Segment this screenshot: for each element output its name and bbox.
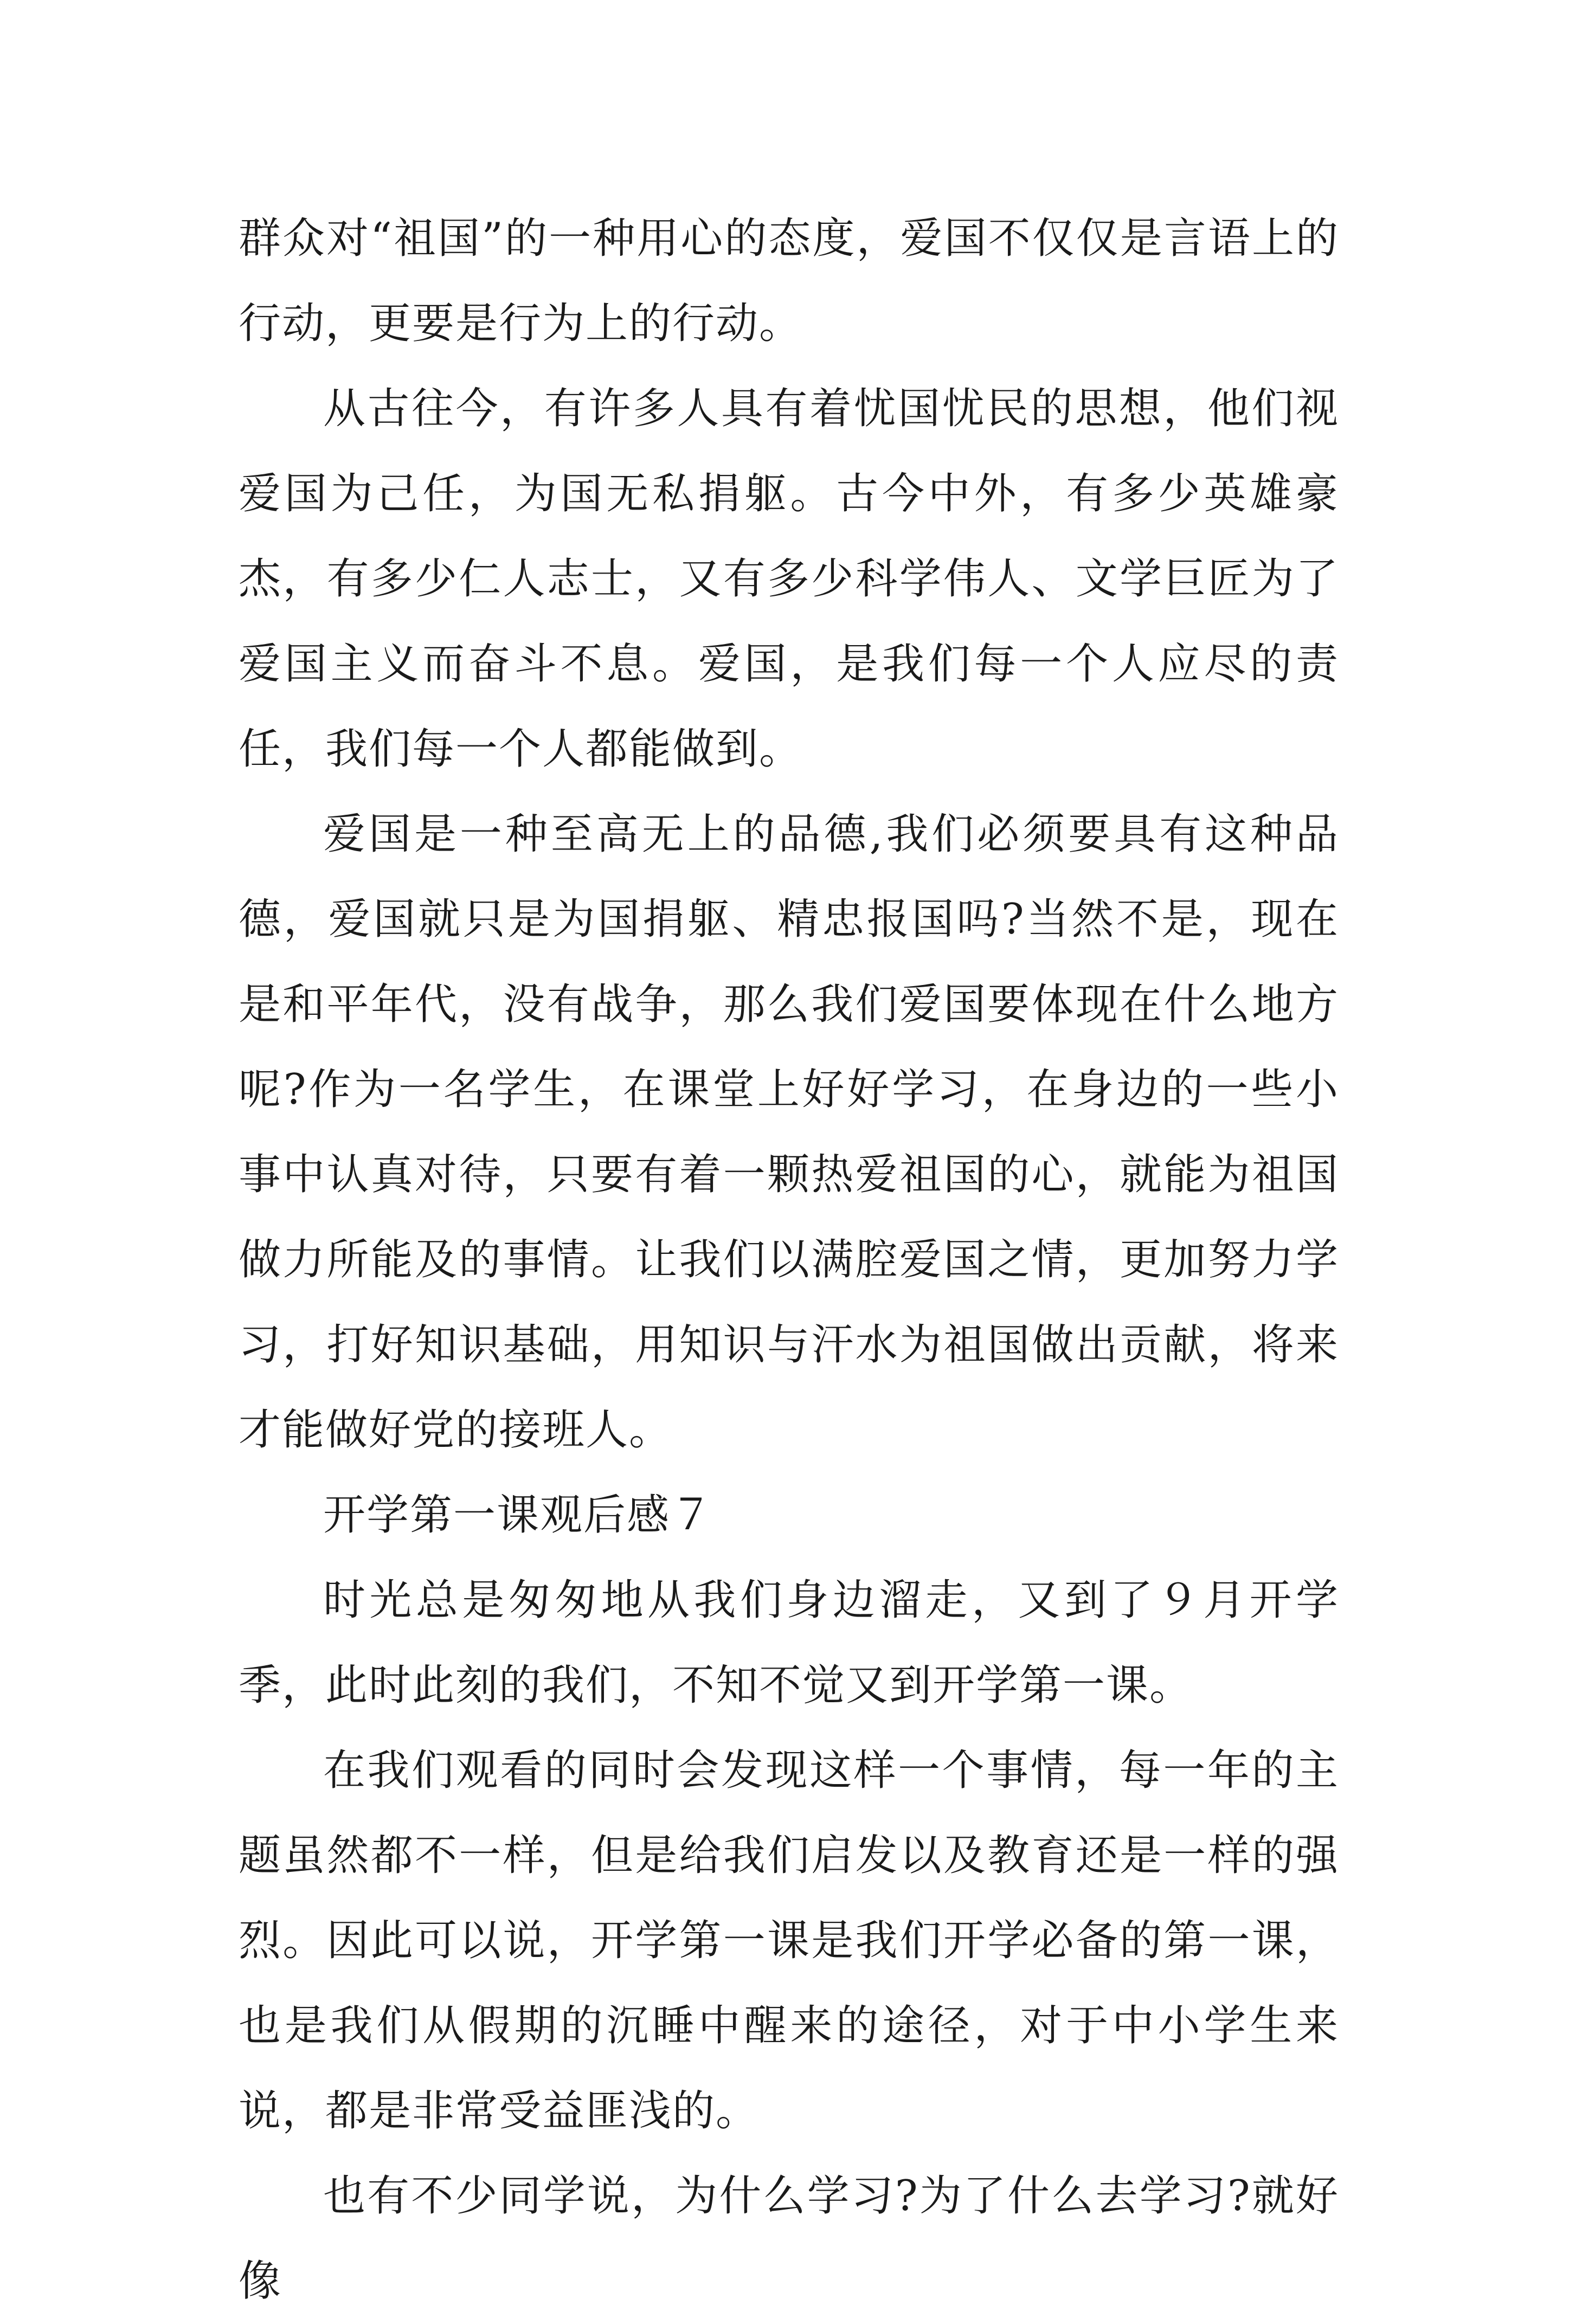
paragraph-2: 从古往今，有许多人具有着忧国忧民的思想，他们视爱国为己任，为国无私捐躯。古今中外，有多少英雄豪杰，有多少仁人志士，又有多少科学伟人、文学巨匠为了爱国主义而奋斗不息。爱国，是我们每一个人应尽的责任，我们每一个人都能做到。 [239, 384, 1339, 774]
paragraph-6: 也有不少同学说，为什么学习?为了什么去学习?就好像 [239, 2172, 1339, 2306]
paragraph-3: 爱国是一种至高无上的品德,我们必须要具有这种品德，爱国就只是为国捐躯、精忠报国吗?当然不是，现在是和平年代，没有战争，那么我们爱国要体现在什么地方呢?作为一名学生，在课堂上好好学习，在身边的一些小事中认真对待，只要有着一颗热爱祖国的心，就能为祖国做力所能及的事情。让我们以满腔爱国之情，更加努力学习，打好知识基础，用知识与汗水为祖国做出贡献，将来才能做好党的接班人。 [239, 810, 1339, 1454]
document-body [239, 196, 1339, 2324]
paragraph-1: 群众对“祖国”的一种用心的态度，爱国不仅仅是言语上的行动，更要是行为上的行动。 [239, 214, 1339, 348]
paragraph-4: 时光总是匆匆地从我们身边溜走，又到了９月开学季，此时此刻的我们，不知不觉又到开学第一课。 [239, 1576, 1339, 1710]
section-heading: 开学第一课观后感７ [323, 1491, 714, 1540]
paragraph-5: 在我们观看的同时会发现这样一个事情，每一年的主题虽然都不一样，但是给我们启发以及教育还是一样的强烈。因此可以说，开学第一课是我们开学必备的第一课，也是我们从假期的沉睡中醒来的途径，对于中小学生来说，都是非常受益匪浅的。 [239, 1746, 1339, 2135]
